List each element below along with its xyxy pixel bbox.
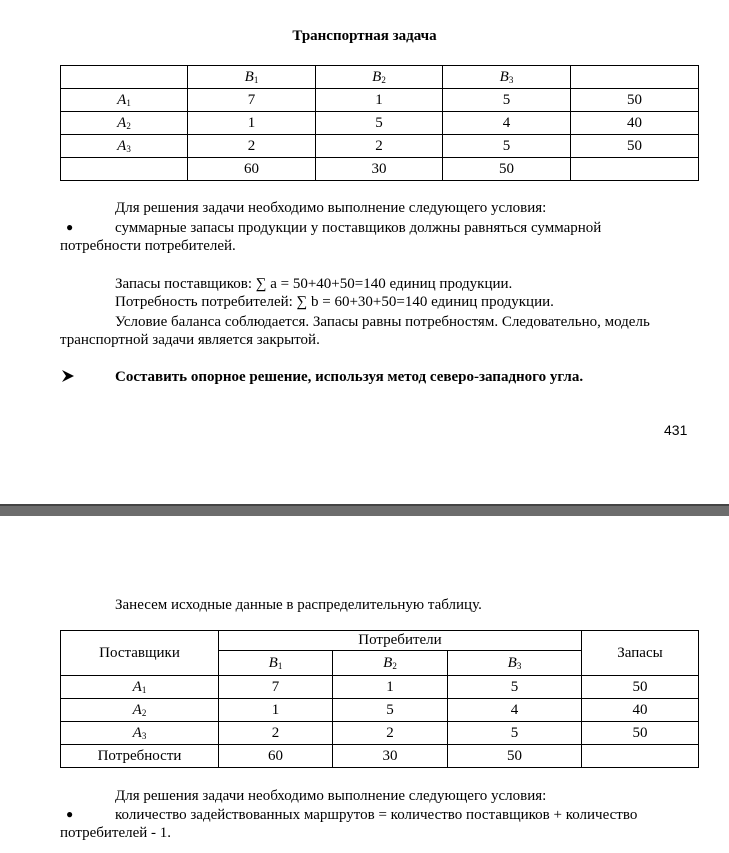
supplier-cell: $A_3$ — [61, 135, 188, 158]
task-text: Составить опорное решение, используя метод северо-западного угла. — [115, 369, 584, 385]
empty-header-cell — [571, 66, 699, 89]
cost-cell: 1 — [219, 699, 333, 722]
transport-table — [60, 65, 699, 181]
cost-cell: 4 — [448, 699, 582, 722]
supply-cell: 50 — [582, 722, 699, 745]
cost-cell: 2 — [188, 135, 316, 158]
page2-intro-text: Занесем исходные данные в распределительную таблицу. — [115, 597, 482, 613]
cost-cell: 5 — [448, 676, 582, 699]
supply-cell: 50 — [582, 676, 699, 699]
bullet-text-line1: суммарные запасы продукции у поставщиков должны равняться суммарной — [115, 220, 602, 236]
demand-cell: 60 — [219, 745, 333, 768]
supplier-cell: $A_1$ — [61, 89, 188, 112]
page-number: 431 — [664, 422, 688, 438]
condition-bullet-line1: количество задействованных маршрутов = количество поставщиков + количество — [115, 807, 638, 823]
cost-cell: 4 — [443, 112, 571, 135]
distribution-table — [60, 630, 699, 768]
cost-cell: 1 — [188, 112, 316, 135]
bullet-icon: ● — [66, 807, 74, 821]
table-row — [61, 676, 699, 699]
demand-row — [61, 158, 699, 181]
table-row — [61, 112, 699, 135]
supply-cell: 50 — [571, 89, 699, 112]
consumer-header: $B_2$ — [316, 66, 443, 89]
demand-row — [61, 745, 699, 768]
supply-cell: 40 — [571, 112, 699, 135]
table-header-row — [61, 66, 699, 89]
supplier-cell: $A_2$ — [61, 112, 188, 135]
demand-cell: 50 — [448, 745, 582, 768]
demand-label: Потребности — [61, 745, 219, 768]
corner-cell — [61, 66, 188, 89]
balance-text-line1: Условие баланса соблюдается. Запасы равны потребностям. Следовательно, модель — [115, 314, 650, 330]
cost-cell: 7 — [188, 89, 316, 112]
cost-cell: 5 — [443, 89, 571, 112]
supply-cell: 50 — [571, 135, 699, 158]
consumers-header: Потребители — [219, 631, 582, 651]
demand-text: Потребность потребителей: ∑ b = 60+30+50=140 единиц продукции. — [115, 294, 554, 310]
consumer-header: $B_1$ — [219, 651, 333, 676]
balance-text-line2: транспортной задачи является закрытой. — [60, 332, 320, 348]
supplier-cell: $A_2$ — [61, 699, 219, 722]
bullet-icon: ● — [66, 220, 74, 234]
demand-cell: 30 — [316, 158, 443, 181]
supplier-cell: $A_1$ — [61, 676, 219, 699]
supply-header: Запасы — [582, 631, 699, 676]
table-row — [61, 722, 699, 745]
cost-cell: 7 — [219, 676, 333, 699]
supplier-cell: $A_3$ — [61, 722, 219, 745]
intro-text: Для решения задачи необходимо выполнение следующего условия: — [115, 200, 547, 216]
demand-cell: 30 — [333, 745, 448, 768]
arrow-bullet-icon — [60, 368, 76, 389]
demand-cell: 50 — [443, 158, 571, 181]
empty-cell — [582, 745, 699, 768]
cost-cell: 2 — [333, 722, 448, 745]
supply-cell: 40 — [582, 699, 699, 722]
cost-cell: 5 — [333, 699, 448, 722]
consumer-header: $B_1$ — [188, 66, 316, 89]
table-row — [61, 699, 699, 722]
page-divider — [0, 504, 729, 516]
condition-intro-text: Для решения задачи необходимо выполнение следующего условия: — [115, 788, 547, 804]
cost-cell: 2 — [316, 135, 443, 158]
consumer-header: $B_2$ — [333, 651, 448, 676]
cost-cell: 5 — [448, 722, 582, 745]
page-title: Транспортная задача — [292, 28, 437, 44]
suppliers-header: Поставщики — [61, 631, 219, 676]
cost-cell: 5 — [443, 135, 571, 158]
cost-cell: 1 — [333, 676, 448, 699]
cost-cell: 1 — [316, 89, 443, 112]
empty-cell — [571, 158, 699, 181]
table-header-row — [61, 631, 699, 651]
condition-bullet-line2: потребителей - 1. — [60, 825, 172, 841]
demand-cell: 60 — [188, 158, 316, 181]
empty-cell — [61, 158, 188, 181]
consumer-header: $B_3$ — [443, 66, 571, 89]
cost-cell: 5 — [316, 112, 443, 135]
consumer-header: $B_3$ — [448, 651, 582, 676]
cost-cell: 2 — [219, 722, 333, 745]
bullet-text-line2: потребности потребителей. — [60, 238, 236, 254]
supply-text: Запасы поставщиков: ∑ a = 50+40+50=140 единиц продукции. — [115, 276, 513, 292]
table-row — [61, 135, 699, 158]
table-row — [61, 89, 699, 112]
